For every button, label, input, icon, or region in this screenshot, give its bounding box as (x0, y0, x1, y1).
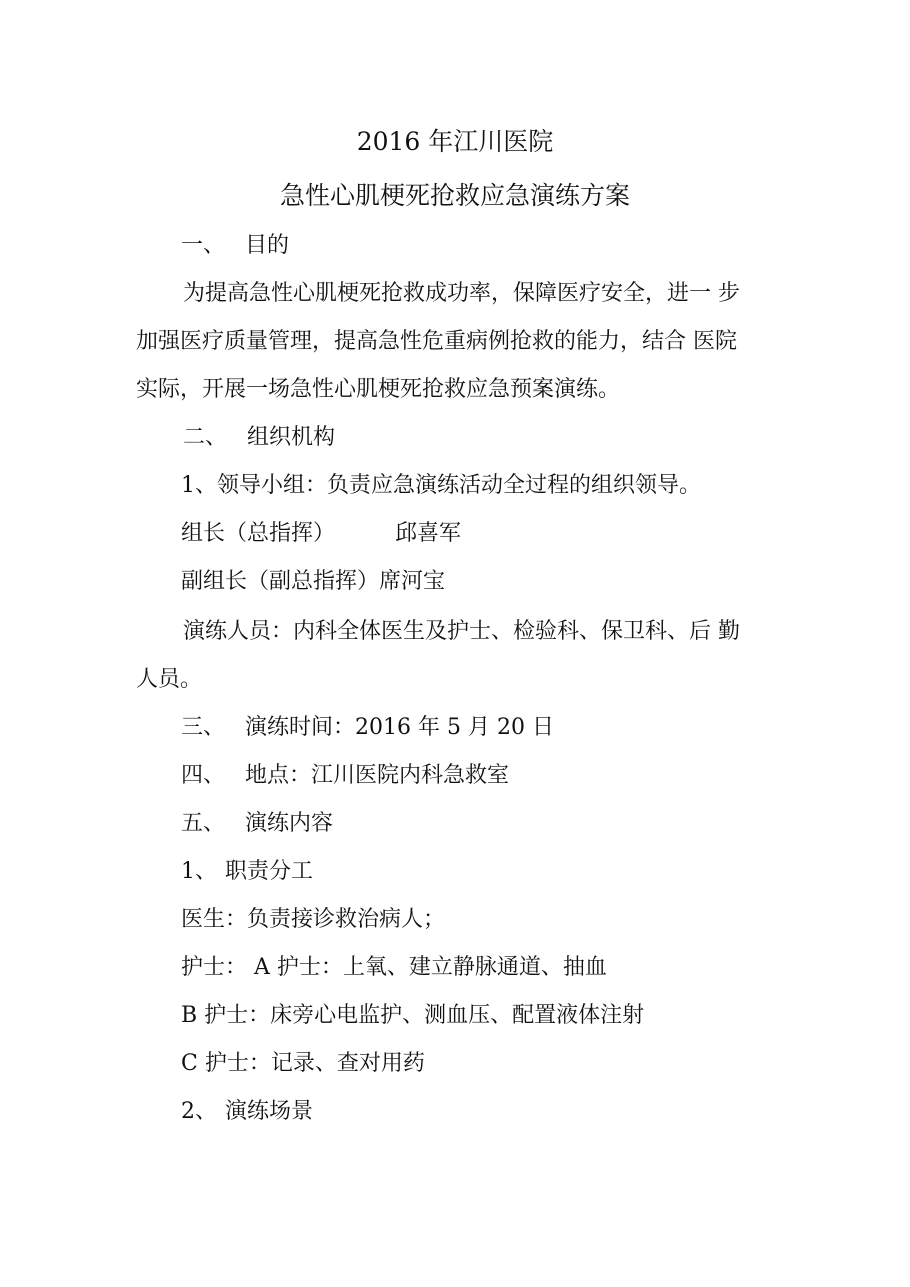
purpose-paragraph-line-3: 实际，开展一场急性心肌梗死抢救应急预案演练。 (136, 377, 621, 402)
nurse-a-duty-line: 护士： A 护士：上氧、建立静脉通道、抽血 (181, 955, 607, 980)
drill-staff-line-2: 人员。 (136, 667, 203, 692)
section-title: 地点：江川医院内科急救室 (245, 763, 510, 788)
document-title-main: 急性心肌梗死抢救应急演练方案 (279, 181, 630, 210)
section-title: 组织机构 (247, 425, 336, 450)
doctor-duty-line: 医生：负责接诊救治病人； (181, 907, 446, 932)
section-title: 目的 (245, 233, 290, 258)
subsection-heading-scenario (181, 1094, 313, 1125)
section-heading-purpose (181, 228, 289, 259)
subsection-heading-duties (181, 854, 313, 885)
section-number: 五、 (181, 811, 226, 836)
section-heading-time (181, 710, 554, 741)
subsection-number: 2、 (181, 1099, 217, 1124)
section-number: 二、 (183, 425, 228, 450)
section-heading-location (181, 758, 509, 789)
subsection-title: 演练场景 (225, 1099, 314, 1124)
section-title: 演练内容 (245, 811, 334, 836)
section-number: 三、 (181, 715, 226, 740)
section-number: 一、 (181, 233, 226, 258)
section-title: 演练时间：2016 年 5 月 20 日 (245, 715, 554, 740)
purpose-paragraph-line-2: 加强医疗质量管理，提高急性危重病例抢救的能力，结合 医院 (136, 329, 737, 354)
drill-staff-line-1: 演练人员：内科全体医生及护士、检验科、保卫科、后 勤 (183, 619, 740, 644)
deputy-leader-line: 副组长（副总指挥）席河宝 (181, 569, 446, 594)
section-heading-organization (183, 420, 335, 451)
group-leader-line (181, 516, 461, 547)
section-number: 四、 (181, 763, 226, 788)
nurse-c-duty-line: C 护士：记录、查对用药 (181, 1051, 425, 1076)
subsection-number: 1、 (181, 859, 217, 884)
nurse-b-duty-line: B 护士：床旁心电监护、测血压、配置液体注射 (181, 1003, 645, 1028)
group-leader-name: 邱喜军 (395, 521, 462, 546)
subsection-title: 职责分工 (225, 859, 314, 884)
document-title-year: 2016 年江川医院 (356, 127, 554, 156)
leadership-group-line: 1、领导小组：负责应急演练活动全过程的组织领导。 (181, 473, 701, 498)
section-heading-content (181, 806, 333, 837)
group-leader-label: 组长（总指挥） (181, 521, 336, 546)
purpose-paragraph-line-1: 为提高急性心肌梗死抢救成功率，保障医疗安全，进一 步 (183, 281, 740, 306)
